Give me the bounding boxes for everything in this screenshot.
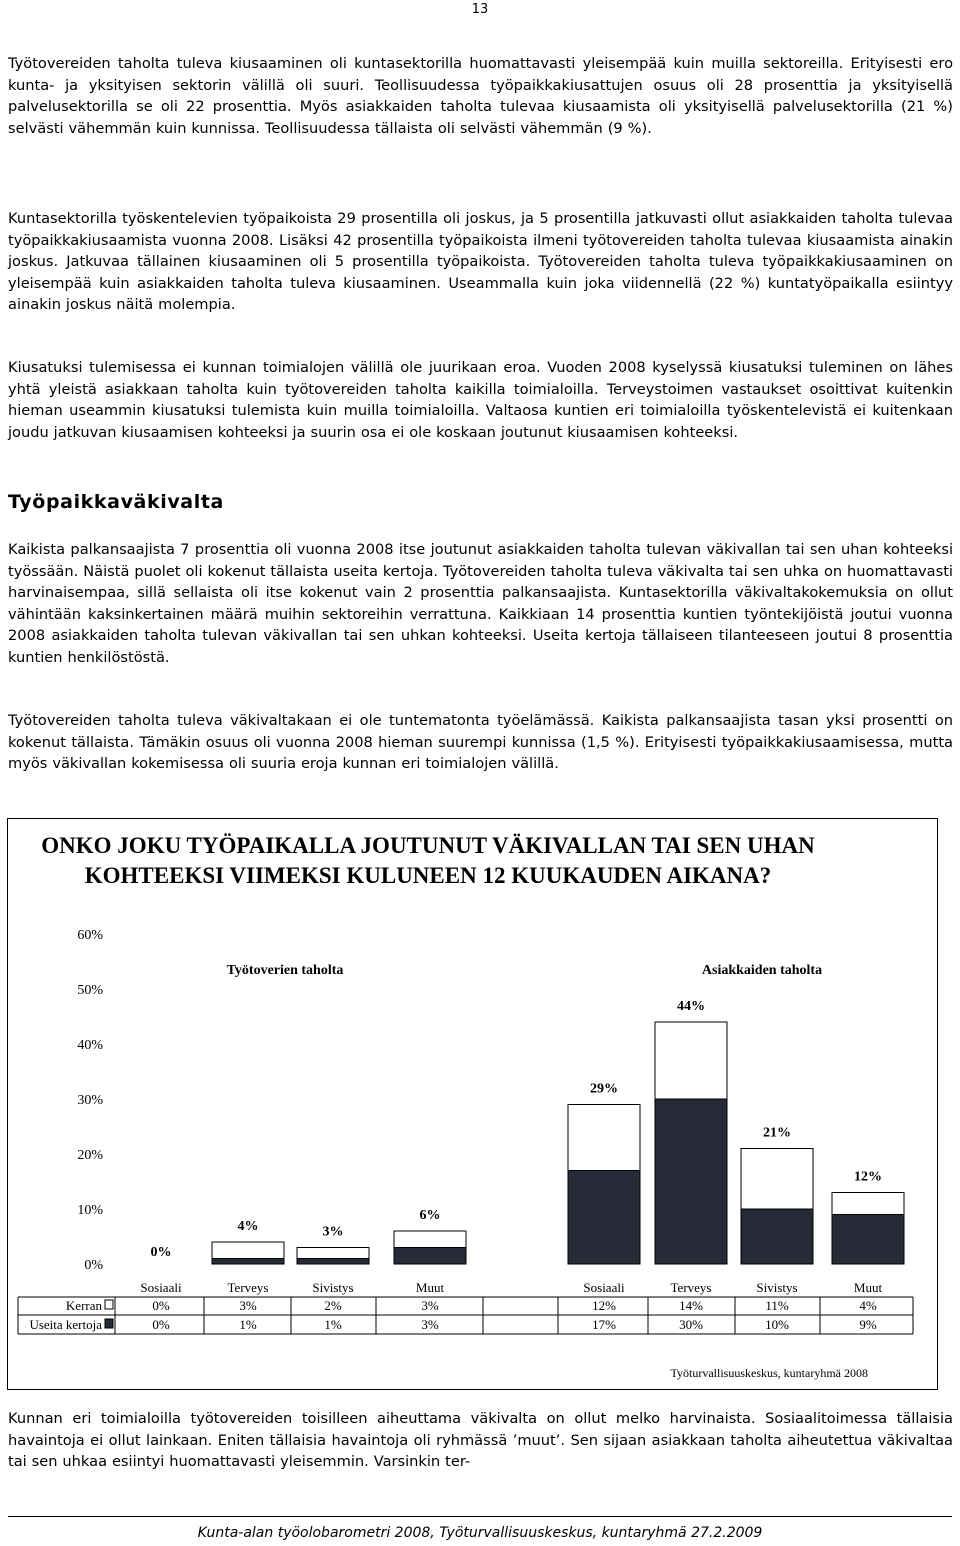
legend-swatch-kerran bbox=[105, 1300, 113, 1309]
table-cell-useita: 3% bbox=[421, 1317, 439, 1332]
bar-useita-kertoja bbox=[832, 1215, 904, 1265]
bar-total-label: 29% bbox=[590, 1081, 618, 1097]
bar-useita-kertoja bbox=[297, 1259, 369, 1265]
bar-total-label: 4% bbox=[237, 1219, 259, 1234]
paragraph-2: Kuntasektorilla työskentelevien työpaikoista 29 prosentilla oli joskus, ja 5 prosentilla jatkuvasti ollut asiakkaiden taholta tulevaa työpaikkakiusaamista vuonna 2008. Lisäksi 42 prosentilla työpaikoista ilmeni työtovereiden taholta tulevaa kiusaamista ainakin joskus. Jatkuvaa tällainen kiusaaminen oli 5 prosentilla työpaikoista. Työtovereiden taholta tuleva työpaikkakiusaaminen on yleisempää kuin asiakkaiden taholta tuleva kiusaaminen. Useammalla kuin joka viidennellä (22 %) kuntatyöpaikalla esiintyy ainakin joskus näitä molempia. bbox=[8, 210, 953, 314]
section-heading: Työpaikkaväkivalta bbox=[8, 491, 224, 513]
category-label: Sosiaali bbox=[583, 1280, 625, 1295]
paragraph-3: Kiusatuksi tulemisessa ei kunnan toimialojen välillä ole juurikaan eroa. Vuoden 2008 kyselyssä kiusatuksi tuleminen on lähes yhtä yleistä asiakkaan taholta kuin työtovereiden taholta kaikilla toimialoilla. Terveystoimen vastaukset osoittivat kuitenkin hieman useammin kiusatuksi tulemista kuin muilla toimialoilla. Valtaosa kuntien eri toimialoilla työskentelevistä ei kuitenkaan joudu jatkuvan kiusaamisen kohteeksi ja suurin osa ei ole koskaan joutunut kiusaamisen kohteeksi. bbox=[8, 359, 953, 441]
bar-kerran bbox=[297, 1248, 369, 1259]
table-cell-useita: 30% bbox=[679, 1317, 703, 1332]
table-cell-kerran: 11% bbox=[765, 1298, 789, 1313]
table-cell-kerran: 0% bbox=[152, 1298, 170, 1313]
category-label: Muut bbox=[415, 1280, 445, 1295]
bar-total-label: 21% bbox=[763, 1125, 791, 1141]
table-cell-kerran: 4% bbox=[859, 1298, 877, 1313]
chart-frame bbox=[7, 818, 938, 1390]
bar-kerran bbox=[212, 1242, 284, 1259]
table-cell-useita: 0% bbox=[152, 1317, 170, 1332]
category-label: Sosiaali bbox=[140, 1280, 182, 1295]
table-cell-useita: 17% bbox=[592, 1317, 616, 1332]
table-cell-kerran: 3% bbox=[239, 1298, 257, 1313]
bar-total-label: 6% bbox=[419, 1208, 441, 1223]
paragraph-6: Kunnan eri toimialoilla työtovereiden toisilleen aiheuttama väkivalta on ollut melko harvinaista. Sosiaalitoimessa tällaisia havaintoja ei ollut lainkaan. Eniten tällaisia havaintoja oli ryhmässä ’muut’. Sen sijaan asiakkaan taholta aiheutettua väkivaltaa tai sen uhkaa esiintyi huomattavasti yleisemmin. Varsinkin ter- bbox=[8, 1410, 953, 1471]
y-tick-label: 40% bbox=[77, 1038, 103, 1053]
group-label: Asiakkaiden taholta bbox=[701, 963, 823, 978]
violence-chart bbox=[8, 819, 937, 1389]
bar-useita-kertoja bbox=[655, 1099, 727, 1264]
category-label: Muut bbox=[853, 1280, 883, 1295]
bar-useita-kertoja bbox=[568, 1171, 640, 1265]
y-tick-label: 10% bbox=[77, 1203, 103, 1218]
bar-useita-kertoja bbox=[212, 1259, 284, 1265]
category-label: Terveys bbox=[670, 1280, 712, 1295]
y-tick-label: 30% bbox=[77, 1093, 103, 1108]
chart-title: ONKO JOKU TYÖPAIKALLA JOUTUNUT VÄKIVALLAN TAI SEN UHAN KOHTEEKSI VIIMEKSI KULUNEEN 12 KUUKAUDEN AIKANA? bbox=[41, 833, 815, 888]
bar-kerran bbox=[655, 1022, 727, 1099]
page-number: 13 bbox=[471, 2, 489, 17]
paragraph-4: Kaikista palkansaajista 7 prosenttia oli vuonna 2008 itse joutunut asiakkaiden taholta tulevan väkivallan tai sen uhan kohteeksi työssään. Näistä puolet oli kokenut tällaista useita kertoja. Työtovereiden taholta tuleva väkivalta tai sen uhka on huomattavasti harvinaisempaa, sillä sellaista oli itse kokenut vain 2 prosenttia palkansaajista. Kuntasektorilla väkivaltakokemuksia on ollut vähintään kaksinkertainen määrä muihin sektoreihin verrattuna. Kaikkiaan 14 prosenttia kuntien työntekijöistä joutui vuonna 2008 asiakkaiden taholta tulevan väkivallan tai sen uhkan kohteeksi. Useita kertoja tällaiseen tilanteeseen joutui 8 prosenttia kuntien henkilöstöstä. bbox=[8, 541, 953, 666]
chart-source: Työturvallisuuskeskus, kuntaryhmä 2008 bbox=[670, 1366, 868, 1380]
table-cell-kerran: 3% bbox=[421, 1298, 439, 1313]
category-label: Sivistys bbox=[312, 1280, 354, 1295]
table-cell-useita: 10% bbox=[765, 1317, 789, 1332]
table-cell-kerran: 12% bbox=[592, 1298, 616, 1313]
paragraph-5: Työtovereiden taholta tuleva väkivaltakaan ei ole tuntematonta työelämässä. Kaikista palkansaajista tasan yksi prosentti on kokenut tällaista. Tämäkin osuus oli vuonna 2008 hieman suurempi kunnissa (1,5 %). Erityisesti työpaikkakiusaamisessa, mutta myös väkivallan kokemisessa oli suuria eroja kunnan eri toimialojen välillä. bbox=[8, 712, 953, 773]
y-tick-label: 60% bbox=[77, 928, 103, 943]
category-label: Terveys bbox=[227, 1280, 269, 1295]
paragraph-1: Työtovereiden taholta tuleva kiusaaminen oli kuntasektorilla huomattavasti yleisempää kuin muilla sektoreilla. Erityisesti ero kunta- ja yksityisen sektorin välillä oli suuri. Teollisuudessa työpaikkakiusattujen osuus oli 28 prosenttia ja yksityisellä palvelusektorilla se oli 22 prosenttia. Myös asiakkaiden taholta tulevaa kiusaamista oli yksityisellä palvelusektorilla (21 %) selvästi vähemmän kuin kunnissa. Teollisuudessa tällaista oli selvästi vähemmän (9 %). bbox=[8, 55, 953, 137]
bar-useita-kertoja bbox=[394, 1248, 466, 1265]
bar-kerran bbox=[832, 1193, 904, 1215]
page-footer: Kunta-alan työolobarometri 2008, Työturvallisuuskeskus, kuntaryhmä 27.2.2009 bbox=[197, 1525, 763, 1541]
legend-label-kerran: Kerran bbox=[65, 1298, 102, 1313]
bar-total-label: 0% bbox=[150, 1245, 172, 1260]
y-tick-label: 20% bbox=[77, 1148, 103, 1163]
y-tick-label: 50% bbox=[77, 983, 103, 998]
bar-kerran bbox=[741, 1149, 813, 1210]
table-cell-useita: 1% bbox=[324, 1317, 342, 1332]
table-cell-kerran: 14% bbox=[679, 1298, 703, 1313]
bar-total-label: 44% bbox=[677, 999, 705, 1014]
bar-total-label: 12% bbox=[854, 1169, 882, 1185]
footer-divider bbox=[8, 1516, 952, 1517]
bar-kerran bbox=[568, 1105, 640, 1171]
legend-label-useita: Useita kertoja bbox=[29, 1317, 102, 1332]
legend-swatch-useita bbox=[105, 1319, 113, 1328]
bar-useita-kertoja bbox=[741, 1209, 813, 1264]
group-label: Työtoverien taholta bbox=[226, 963, 344, 978]
table-cell-kerran: 2% bbox=[324, 1298, 342, 1313]
table-cell-useita: 9% bbox=[859, 1317, 877, 1332]
y-tick-label: 0% bbox=[84, 1258, 103, 1273]
table-cell-useita: 1% bbox=[239, 1317, 257, 1332]
bar-total-label: 3% bbox=[322, 1224, 344, 1240]
bar-kerran bbox=[394, 1231, 466, 1248]
category-label: Sivistys bbox=[756, 1280, 798, 1295]
